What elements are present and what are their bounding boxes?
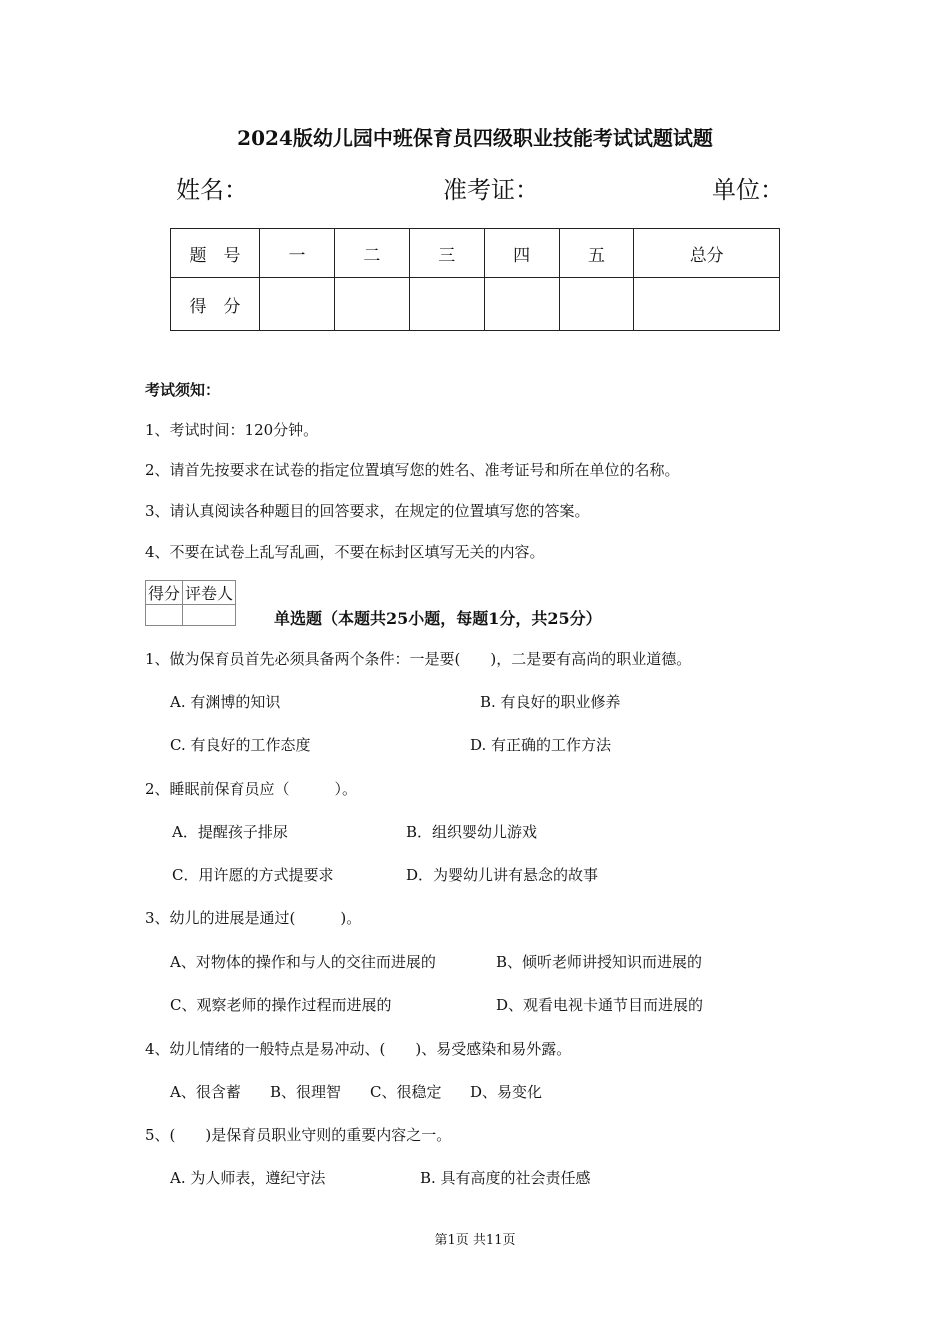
unit-field-label: 单位：: [712, 176, 784, 204]
question-option[interactable]: A、很含蓄: [170, 1083, 241, 1101]
score-cell[interactable]: [260, 278, 335, 331]
score-table-score-row: [171, 278, 780, 331]
question-option[interactable]: C. 有良好的工作态度: [170, 736, 311, 754]
question-stem: 3、幼儿的进展是通过( )。: [145, 909, 362, 927]
score-cell[interactable]: [634, 278, 780, 331]
question-option[interactable]: B、很理智: [270, 1083, 342, 1101]
question-option[interactable]: B. 有良好的职业修养: [480, 693, 621, 711]
question-option[interactable]: D. 有正确的工作方法: [470, 736, 612, 754]
score-table-header-row: [171, 229, 780, 278]
score-header-cell: 题 号: [171, 229, 260, 278]
question-stem: 5、( )是保育员职业守则的重要内容之一。: [145, 1126, 452, 1144]
document-title: 2024版幼儿园中班保育员四级职业技能考试试题试题: [237, 126, 713, 150]
grader-box-grader-cell[interactable]: [183, 605, 236, 626]
score-header-cell: 一: [260, 229, 335, 278]
notice-heading: 考试须知：: [145, 381, 221, 399]
exam-id-field-label: 准考证：: [443, 176, 539, 204]
question-option[interactable]: A. 有渊博的知识: [170, 693, 281, 711]
notice-item: 2、请首先按要求在试卷的指定位置填写您的姓名、准考证号和所在单位的名称。: [145, 461, 680, 479]
question-option[interactable]: B．组织婴幼儿游戏: [406, 823, 538, 841]
grader-box-score-cell[interactable]: [146, 605, 183, 626]
grader-box-grader-label: 评卷人: [183, 581, 236, 605]
score-cell[interactable]: [484, 278, 559, 331]
question-option[interactable]: B、倾听老师讲授知识而进展的: [496, 953, 703, 971]
question-option[interactable]: C、很稳定: [370, 1083, 442, 1101]
page-footer: 第1页 共11页: [434, 1233, 516, 1248]
question-option[interactable]: A．提醒孩子排尿: [172, 823, 288, 841]
score-row-label: 得 分: [171, 278, 260, 331]
question-stem: 4、幼儿情绪的一般特点是易冲动、( )、易受感染和易外露。: [145, 1040, 572, 1058]
notice-item: 1、考试时间：120分钟。: [145, 421, 319, 439]
score-cell[interactable]: [559, 278, 634, 331]
question-option[interactable]: A. 为人师表，遵纪守法: [170, 1169, 326, 1187]
question-option[interactable]: A、对物体的操作和与人的交往而进展的: [170, 953, 436, 971]
score-cell[interactable]: [334, 278, 409, 331]
notice-item: 3、请认真阅读各种题目的回答要求，在规定的位置填写您的答案。: [145, 502, 590, 520]
score-header-cell: 二: [334, 229, 409, 278]
question-option[interactable]: C、观察老师的操作过程而进展的: [170, 996, 392, 1014]
question-option[interactable]: D、易变化: [470, 1083, 543, 1101]
question-option[interactable]: C．用许愿的方式提要求: [172, 866, 334, 884]
score-header-cell: 总分: [634, 229, 780, 278]
score-header-cell: 三: [409, 229, 484, 278]
grader-box-score-label: 得分: [146, 581, 183, 605]
question-option[interactable]: B. 具有高度的社会责任感: [420, 1169, 591, 1187]
question-stem: 1、做为保育员首先必须具备两个条件：一是要( )，二是要有高尚的职业道德。: [145, 650, 692, 668]
question-option[interactable]: D、观看电视卡通节目而进展的: [496, 996, 704, 1014]
question-stem: 2、睡眠前保育员应（ ）。: [145, 780, 358, 798]
section-title: 单选题（本题共25小题，每题1分，共25分）: [274, 609, 602, 628]
notice-item: 4、不要在试卷上乱写乱画，不要在标封区填写无关的内容。: [145, 543, 545, 561]
name-field-label: 姓名：: [176, 176, 248, 204]
question-option[interactable]: D．为婴幼儿讲有悬念的故事: [406, 866, 599, 884]
score-header-cell: 五: [559, 229, 634, 278]
score-header-cell: 四: [484, 229, 559, 278]
score-cell[interactable]: [409, 278, 484, 331]
score-table: [170, 228, 780, 331]
grader-box: [145, 580, 236, 626]
